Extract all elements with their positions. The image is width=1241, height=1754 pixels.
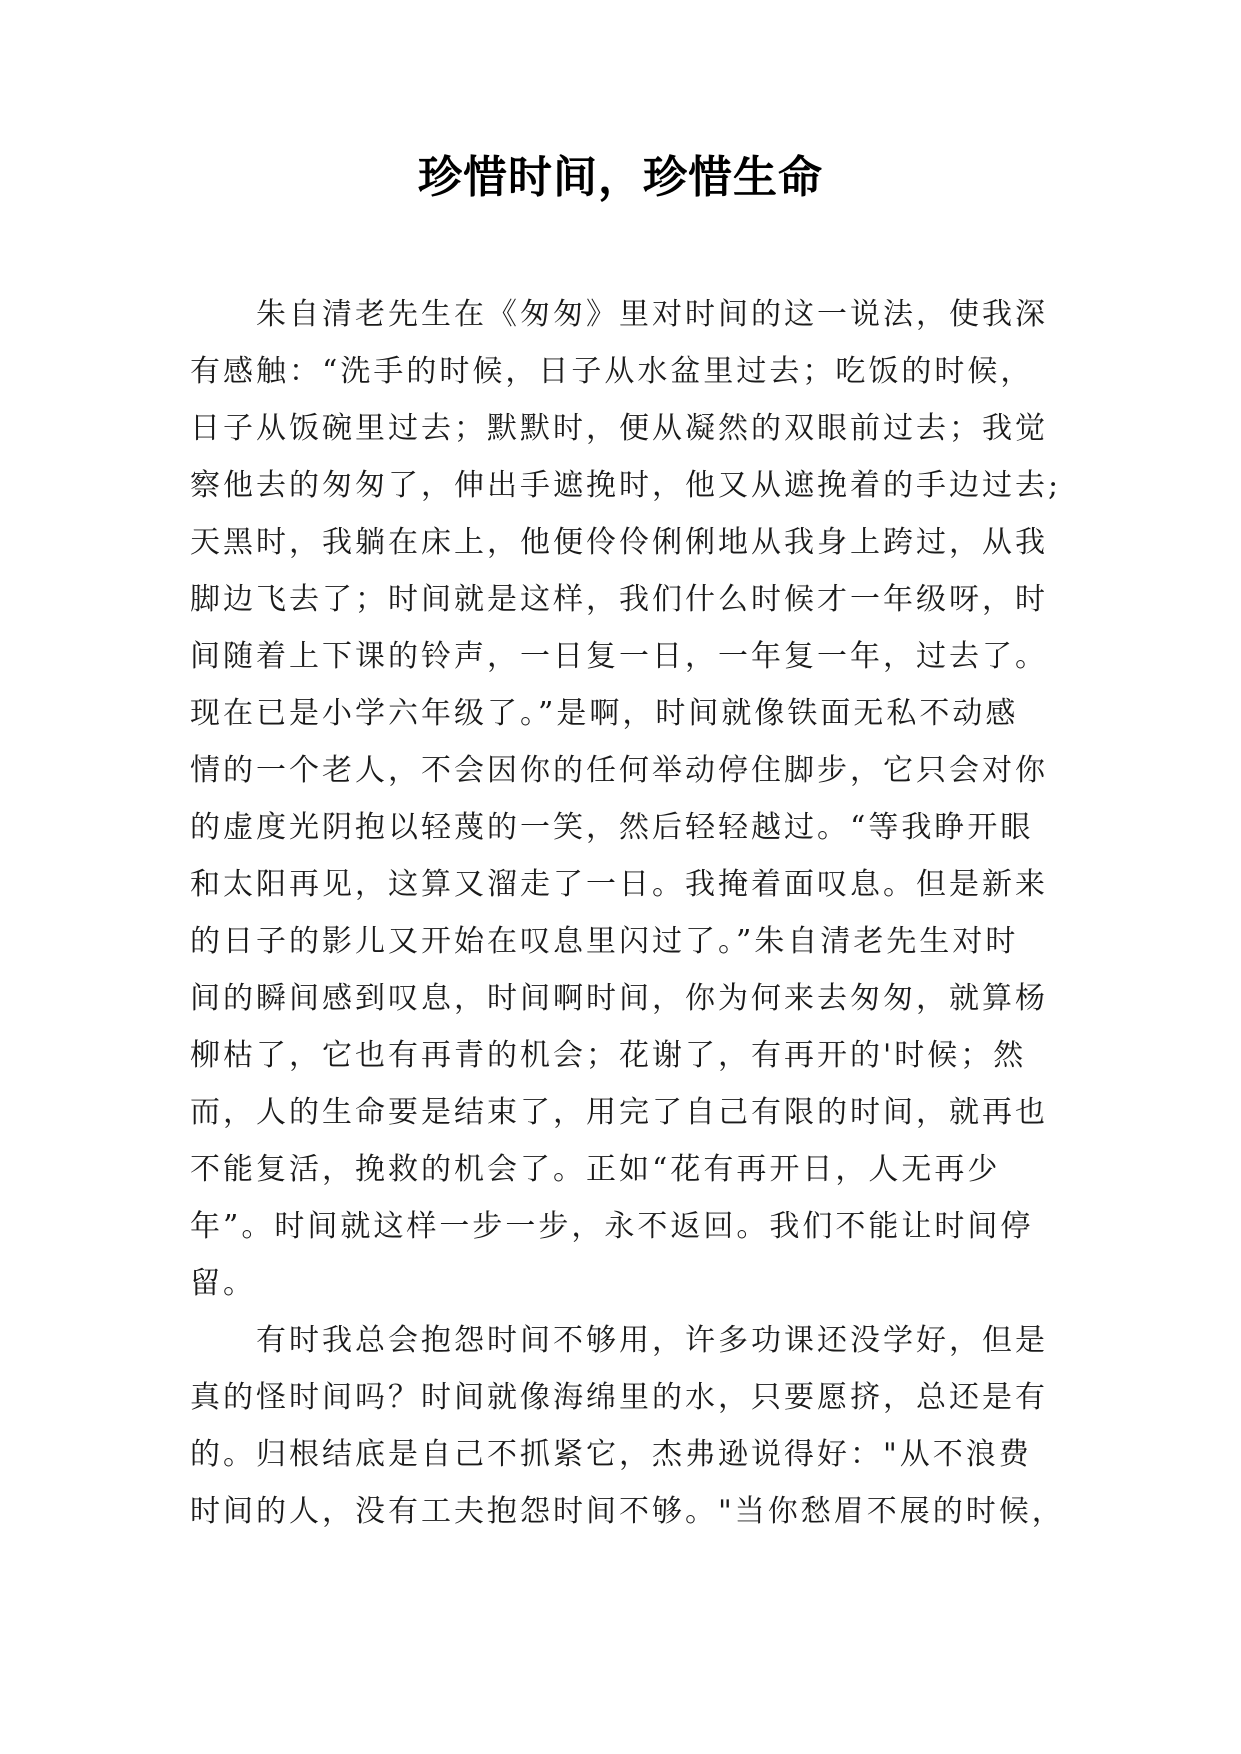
text-line: 脚边飞去了；时间就是这样，我们什么时候才一年级呀，时 [190,582,1048,617]
text-line: 而，人的生命要是结束了，用完了自己有限的时间，就再也 [190,1095,1048,1130]
text-line: 间的瞬间感到叹息，时间啊时间，你为何来去匆匆，就算杨 [190,981,1048,1016]
text-line: 情的一个老人，不会因你的任何举动停住脚步，它只会对你 [190,753,1048,788]
text-line: 的。归根结底是自己不抓紧它，杰弗逊说得好："从不浪费 [190,1437,1032,1472]
text-line: 真的怪时间吗？时间就像海绵里的水，只要愿挤，总还是有 [190,1380,1048,1415]
text-line: 日子从饭碗里过去；默默时，便从凝然的双眼前过去；我觉 [190,411,1048,446]
text-line: 时间的人，没有工夫抱怨时间不够。"当你愁眉不展的时候， [190,1494,1065,1529]
document-title: 珍惜时间，珍惜生命 [418,152,823,203]
text-line: 现在已是小学六年级了。”是啊，时间就像铁面无私不动感 [190,696,1019,731]
text-line: 不能复活，挽救的机会了。正如“花有再开日，人无再少 [190,1152,1001,1187]
text-line: 的日子的影儿又开始在叹息里闪过了。”朱自清老先生对时 [190,924,1019,959]
text-line: 的虚度光阴抱以轻蔑的一笑，然后轻轻越过。“等我睁开眼 [190,810,1034,845]
text-line: 朱自清老先生在《匆匆》里对时间的这一说法，使我深 [190,297,1048,332]
text-line: 有感触：“洗手的时候，日子从水盆里过去；吃饭的时候， [190,354,1034,389]
text-line: 留。 [190,1266,256,1301]
document-body [190,286,1070,1540]
text-line: 柳枯了，它也有再青的机会；花谢了，有再开的'时候；然 [190,1038,1027,1073]
text-line: 有时我总会抱怨时间不够用，许多功课还没学好，但是 [190,1323,1048,1358]
text-line: 察他去的匆匆了，伸出手遮挽时，他又从遮挽着的手边过去; [190,468,1062,503]
text-line: 间随着上下课的铃声，一日复一日，一年复一年，过去了。 [190,639,1048,674]
paragraph [190,1312,1070,1540]
text-line: 年”。时间就这样一步一步，永不返回。我们不能让时间停 [190,1209,1034,1244]
paragraph [190,286,1070,1312]
text-line: 天黑时，我躺在床上，他便伶伶俐俐地从我身上跨过，从我 [190,525,1048,560]
text-line: 和太阳再见，这算又溜走了一日。我掩着面叹息。但是新来 [190,867,1048,902]
